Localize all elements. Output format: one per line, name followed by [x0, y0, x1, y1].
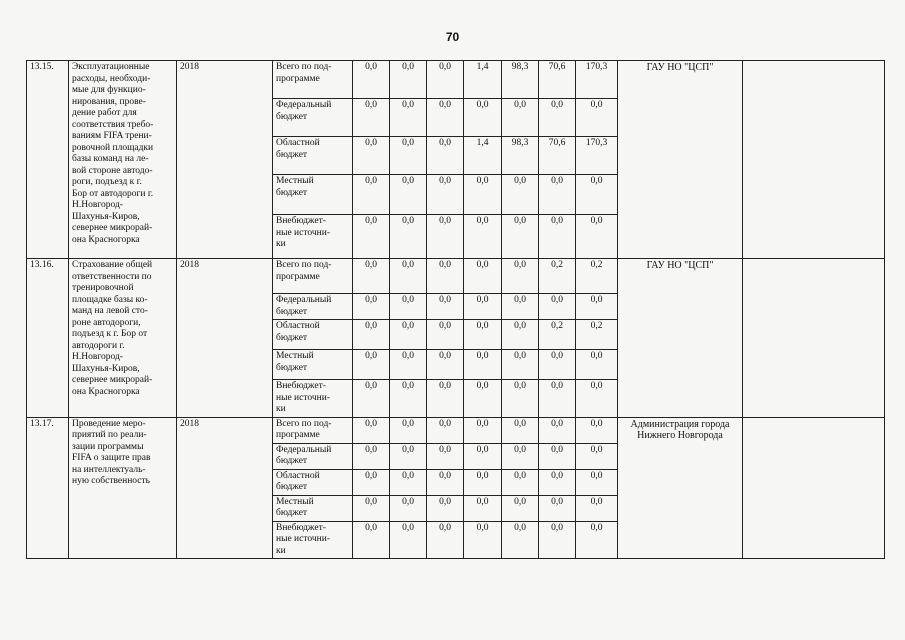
value-cell: 0,0: [390, 521, 427, 559]
value-cell: 0,0: [390, 417, 427, 443]
funding-source: Областной бюджет: [273, 469, 353, 495]
executor: ГАУ НО "ЦСП": [618, 61, 743, 259]
value-cell: 0,0: [427, 61, 464, 99]
value-cell: 0,0: [539, 350, 576, 380]
funding-source: Федеральный бюджет: [273, 294, 353, 320]
value-cell: 0,0: [390, 259, 427, 294]
value-cell: 0,0: [502, 99, 539, 137]
funding-source: Федеральный бюджет: [273, 443, 353, 469]
value-cell: 0,0: [390, 443, 427, 469]
value-cell: 0,0: [539, 417, 576, 443]
notes-cell: [743, 259, 885, 418]
value-cell: 0,0: [502, 417, 539, 443]
value-cell: 0,0: [576, 521, 618, 559]
value-cell: 0,0: [502, 495, 539, 521]
value-cell: 0,0: [464, 99, 502, 137]
value-cell: 0,0: [502, 380, 539, 418]
value-cell: 0,0: [390, 215, 427, 259]
value-cell: 0,2: [576, 320, 618, 350]
value-cell: 0,0: [353, 495, 390, 521]
value-cell: 0,0: [390, 380, 427, 418]
value-cell: 0,0: [353, 175, 390, 215]
value-cell: 0,0: [427, 495, 464, 521]
value-cell: 0,0: [353, 417, 390, 443]
value-cell: 0,0: [427, 380, 464, 418]
funding-source: Местный бюджет: [273, 495, 353, 521]
value-cell: 0,0: [390, 320, 427, 350]
executor: ГАУ НО "ЦСП": [618, 259, 743, 418]
funding-source: Местный бюджет: [273, 175, 353, 215]
value-cell: 0,0: [353, 443, 390, 469]
value-cell: 0,0: [576, 380, 618, 418]
value-cell: 0,0: [353, 350, 390, 380]
value-cell: 0,0: [464, 350, 502, 380]
value-cell: 98,3: [502, 137, 539, 175]
value-cell: 0,0: [353, 380, 390, 418]
value-cell: 0,0: [353, 521, 390, 559]
value-cell: 0,0: [539, 175, 576, 215]
value-cell: 0,0: [464, 320, 502, 350]
value-cell: 0,0: [390, 175, 427, 215]
value-cell: 0,0: [502, 350, 539, 380]
value-cell: 170,3: [576, 137, 618, 175]
table-body: [27, 61, 885, 559]
funding-source: Всего по под- программе: [273, 61, 353, 99]
funding-source: Федеральный бюджет: [273, 99, 353, 137]
value-cell: 0,0: [576, 99, 618, 137]
value-cell: 0,0: [427, 294, 464, 320]
value-cell: 0,0: [353, 215, 390, 259]
item-name: Проведение меро- приятий по реали- зации программы FIFA о защите прав на интеллектуаль- ную собственность: [69, 417, 177, 559]
value-cell: 0,0: [427, 175, 464, 215]
funding-source: Внебюджет- ные источни- ки: [273, 521, 353, 559]
value-cell: 0,0: [576, 443, 618, 469]
value-cell: 0,0: [576, 469, 618, 495]
value-cell: 0,0: [502, 294, 539, 320]
value-cell: 0,0: [502, 469, 539, 495]
value-cell: 0,0: [390, 99, 427, 137]
funding-source: Внебюджет- ные источни- ки: [273, 380, 353, 418]
value-cell: 0,0: [427, 259, 464, 294]
value-cell: 1,4: [464, 137, 502, 175]
value-cell: 0,0: [576, 417, 618, 443]
value-cell: 0,0: [464, 215, 502, 259]
table-row: [27, 417, 885, 443]
value-cell: 0,0: [427, 137, 464, 175]
item-year: 2018: [177, 417, 273, 559]
item-name: Эксплуатационные расходы, необходи- мые для функцио- нирования, прове- дение работ для соответствия требо- ваниям FIFA трени- ровочной площадки базы команд на ле- вой стороне автодо- роги, подъезд к г. Бор от автодороги г. Н.Новгород- Шахунья-Киров, севернее микрорай- она Красногорка: [69, 61, 177, 259]
value-cell: 0,0: [539, 495, 576, 521]
value-cell: 70,6: [539, 137, 576, 175]
value-cell: 0,0: [390, 469, 427, 495]
value-cell: 0,0: [576, 495, 618, 521]
value-cell: 0,0: [464, 259, 502, 294]
value-cell: 0,0: [464, 495, 502, 521]
value-cell: 0,0: [502, 320, 539, 350]
funding-source: Областной бюджет: [273, 320, 353, 350]
value-cell: 170,3: [576, 61, 618, 99]
item-year: 2018: [177, 259, 273, 418]
value-cell: 0,0: [390, 137, 427, 175]
value-cell: 98,3: [502, 61, 539, 99]
item-name: Страхование общей ответственности по тренировочной площадке базы ко- манд на левой сто- роне автодороги, подъезд к г. Бор от автодороги г. Н.Новгород- Шахунья-Киров, севернее микрорай- она Красногорка: [69, 259, 177, 418]
value-cell: 0,2: [539, 320, 576, 350]
page-number: 70: [445, 30, 460, 44]
value-cell: 0,0: [390, 294, 427, 320]
value-cell: 0,0: [539, 469, 576, 495]
item-year: 2018: [177, 61, 273, 259]
value-cell: 0,0: [539, 294, 576, 320]
value-cell: 0,0: [427, 350, 464, 380]
value-cell: 0,0: [502, 259, 539, 294]
item-number: 13.15.: [27, 61, 69, 259]
value-cell: 0,0: [353, 469, 390, 495]
value-cell: 0,0: [539, 521, 576, 559]
funding-source: Всего по под- программе: [273, 417, 353, 443]
value-cell: 0,0: [502, 175, 539, 215]
item-number: 13.17.: [27, 417, 69, 559]
funding-source: Областной бюджет: [273, 137, 353, 175]
value-cell: 0,0: [464, 294, 502, 320]
value-cell: 0,0: [427, 320, 464, 350]
value-cell: 0,0: [353, 61, 390, 99]
funding-source: Внебюджет- ные источни- ки: [273, 215, 353, 259]
value-cell: 0,0: [502, 521, 539, 559]
value-cell: 0,0: [390, 350, 427, 380]
value-cell: 0,0: [502, 215, 539, 259]
notes-cell: [743, 417, 885, 559]
table-row: [27, 259, 885, 294]
funding-source: Местный бюджет: [273, 350, 353, 380]
value-cell: 0,0: [539, 380, 576, 418]
value-cell: 0,0: [427, 99, 464, 137]
value-cell: 0,0: [464, 443, 502, 469]
value-cell: 1,4: [464, 61, 502, 99]
value-cell: 0,0: [539, 215, 576, 259]
value-cell: 0,0: [576, 294, 618, 320]
value-cell: 0,0: [353, 294, 390, 320]
notes-cell: [743, 61, 885, 259]
value-cell: 0,0: [427, 215, 464, 259]
value-cell: 0,0: [353, 259, 390, 294]
value-cell: 0,0: [539, 99, 576, 137]
value-cell: 0,0: [353, 99, 390, 137]
value-cell: 70,6: [539, 61, 576, 99]
value-cell: 0,0: [427, 521, 464, 559]
value-cell: 0,0: [427, 417, 464, 443]
value-cell: 0,2: [576, 259, 618, 294]
value-cell: 0,0: [576, 215, 618, 259]
value-cell: 0,0: [464, 380, 502, 418]
funding-source: Всего по под- программе: [273, 259, 353, 294]
value-cell: 0,0: [502, 443, 539, 469]
value-cell: 0,0: [464, 521, 502, 559]
value-cell: 0,0: [390, 61, 427, 99]
value-cell: 0,0: [464, 469, 502, 495]
value-cell: 0,2: [539, 259, 576, 294]
value-cell: 0,0: [576, 350, 618, 380]
executor: Администрация города Нижнего Новгорода: [618, 417, 743, 559]
value-cell: 0,0: [427, 469, 464, 495]
value-cell: 0,0: [390, 495, 427, 521]
value-cell: 0,0: [353, 137, 390, 175]
value-cell: 0,0: [464, 175, 502, 215]
value-cell: 0,0: [353, 320, 390, 350]
item-number: 13.16.: [27, 259, 69, 418]
budget-table: [26, 60, 885, 559]
value-cell: 0,0: [427, 443, 464, 469]
value-cell: 0,0: [539, 443, 576, 469]
value-cell: 0,0: [464, 417, 502, 443]
table-row: [27, 61, 885, 99]
value-cell: 0,0: [576, 175, 618, 215]
